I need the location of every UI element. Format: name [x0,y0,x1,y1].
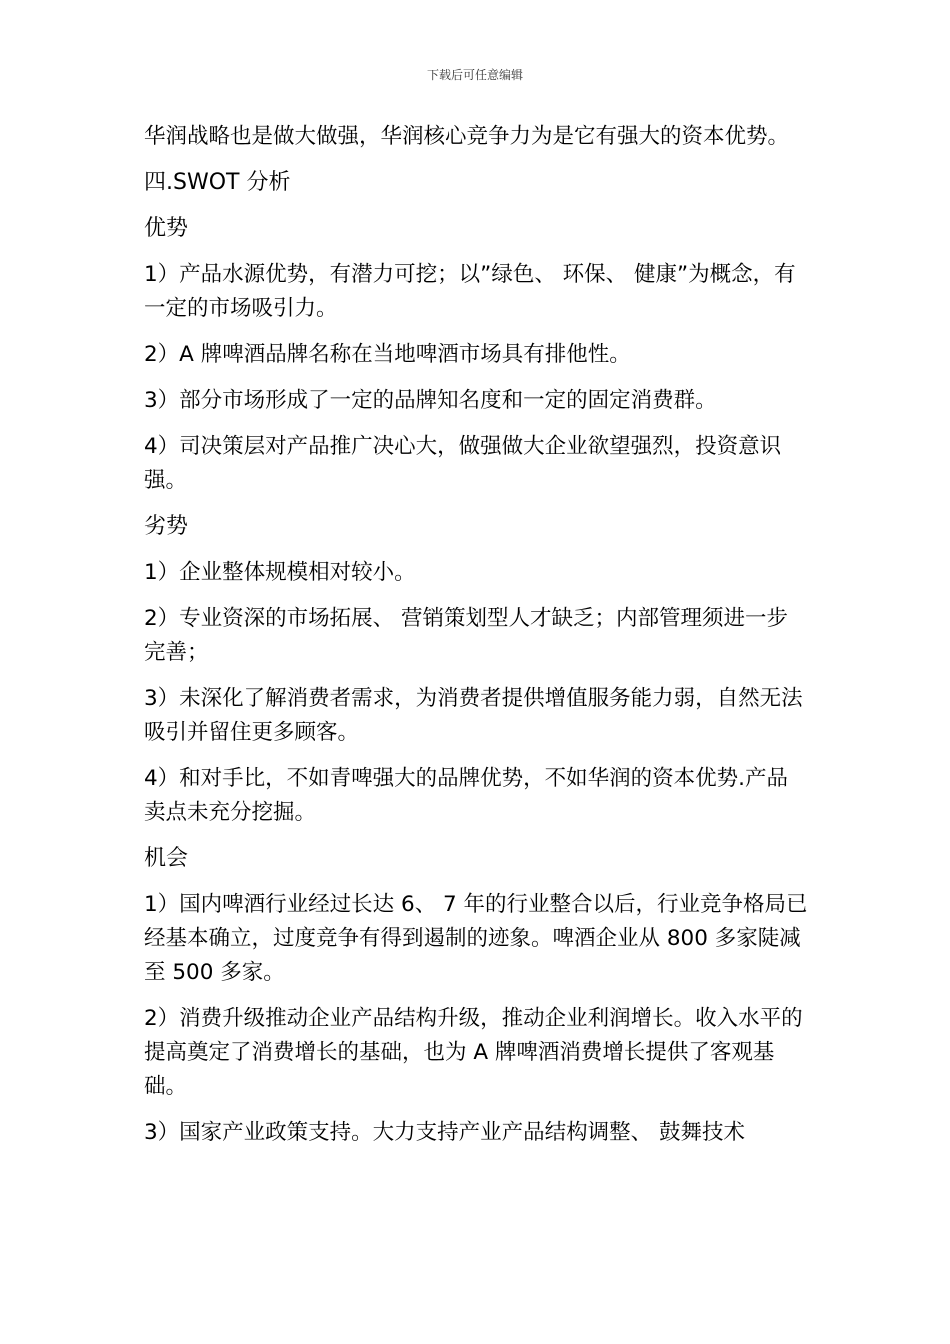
weakness-item-3: 3）未深化了解消费者需求，为消费者提供增值服务能力弱，自然无法吸引并留住更多顾客。 [144,686,803,745]
page-header: 下载后可任意编辑 [426,68,523,82]
opportunity-item-1: 1）国内啤酒行业经过长达 6、 7 年的行业整合以后，行业竞争格局已经基本确立，过度竞争有得到遏制的迹象。啤酒企业从 800 多家陡减至 500 多家。 [144,892,808,985]
subheading-weaknesses: 劣势 [144,514,189,539]
subheading-strengths: 优势 [144,216,189,241]
strength-item-2: 2）A 牌啤酒品牌名称在当地啤酒市场具有排他性。 [144,342,631,367]
weakness-item-2: 2）专业资深的市场拓展、 营销策划型人才缺乏；内部管理须进一步完善； [144,606,789,665]
subheading-opportunities: 机会 [144,846,189,871]
document-body [144,120,808,1162]
strength-item-3: 3）部分市场形成了一定的品牌知名度和一定的固定消费群。 [144,388,717,413]
weakness-item-4: 4）和对手比，不如青啤强大的品牌优势，不如华润的资本优势.产品卖点未充分挖掘。 [144,766,789,825]
opportunity-item-2: 2）消费升级推动企业产品结构升级，推动企业利润增长。收入水平的提高奠定了消费增长的基础，也为 A 牌啤酒消费增长提供了客观基础。 [144,1006,803,1099]
paragraph-huarun-strategy: 华润战略也是做大做强，华润核心竞争力为是它有强大的资本优势。 [144,124,790,149]
weakness-item-1: 1）企业整体规模相对较小。 [144,560,416,585]
strength-item-1: 1）产品水源优势，有潜力可挖；以”绿色、 环保、 健康”为概念，有一定的市场吸引力。 [144,262,796,321]
strength-item-4: 4）司决策层对产品推广决心大，做强做大企业欲望强烈，投资意识强。 [144,434,782,493]
opportunity-item-3: 3）国家产业政策支持。大力支持产业产品结构调整、 鼓舞技术 [144,1120,746,1145]
section-heading-swot: 四.SWOT 分析 [144,170,291,195]
